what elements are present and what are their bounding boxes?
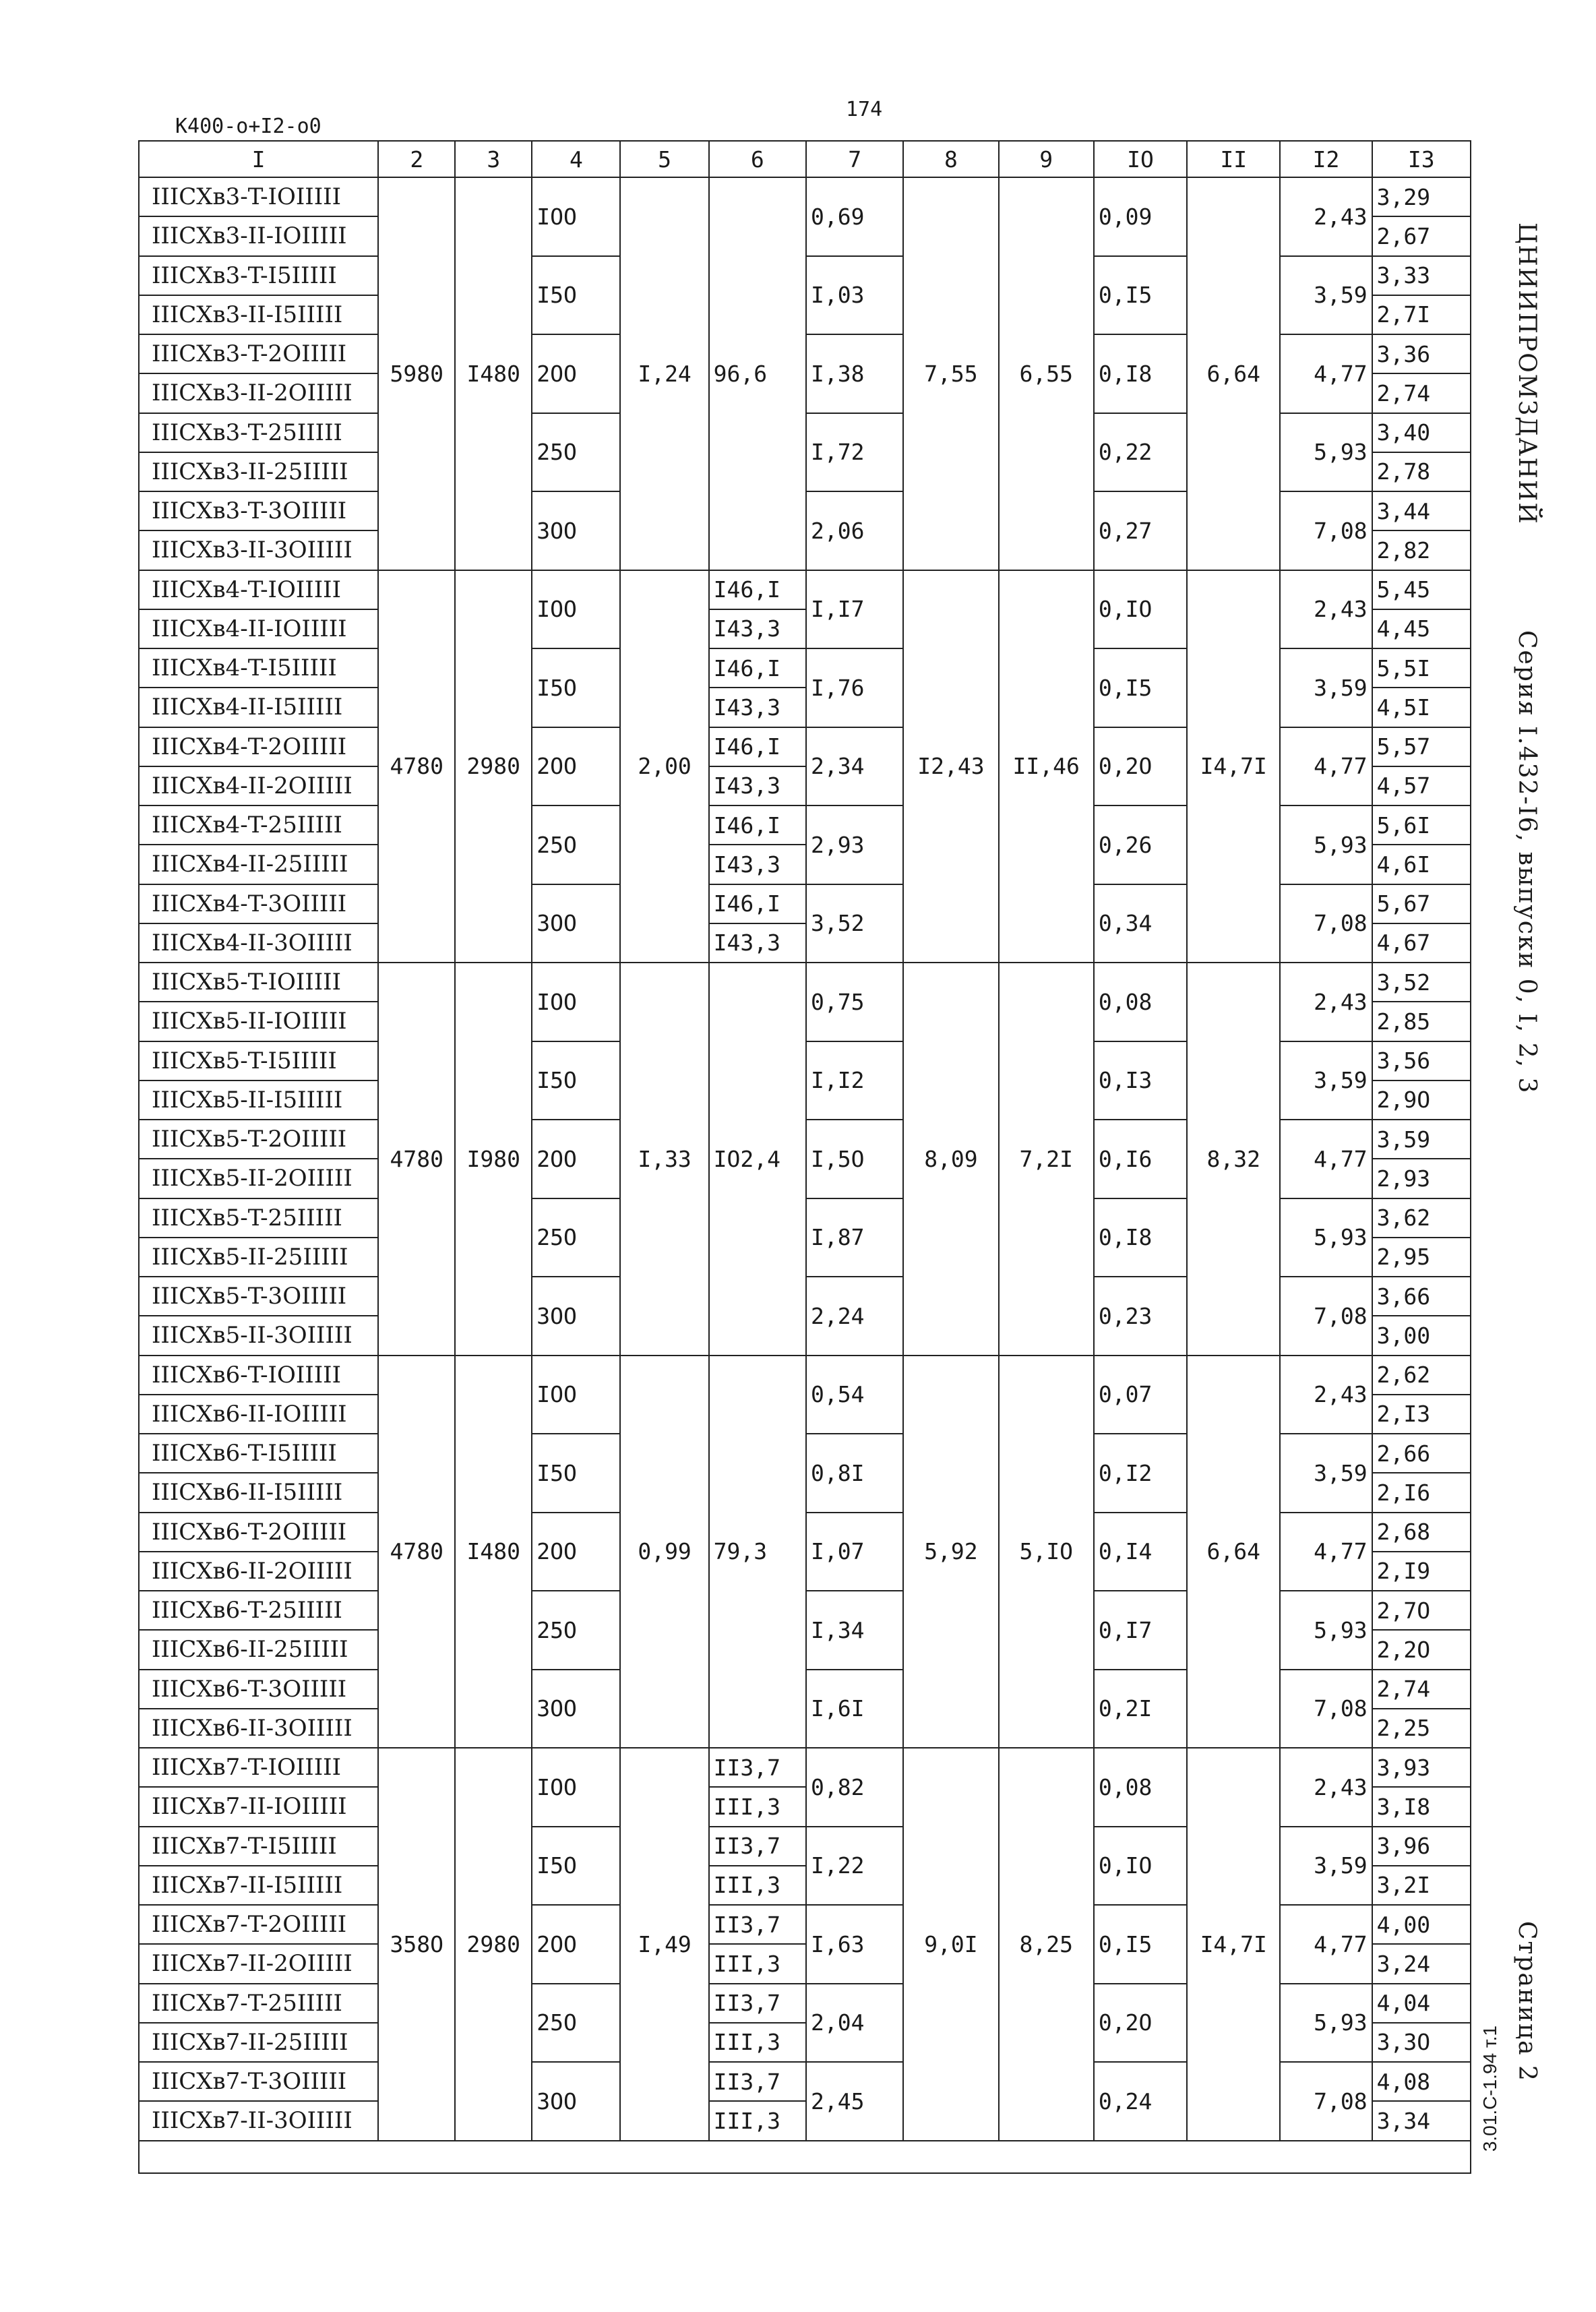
document-code: К400-о+I2-о0 [175, 115, 321, 138]
col10-cell: 0,2I [1094, 1670, 1187, 1748]
col12-cell: 7,08 [1280, 884, 1372, 963]
col6-cell: I46,I [709, 727, 806, 766]
col3-cell: I480 [455, 177, 532, 570]
col13-cell: 2,68 [1372, 1513, 1471, 1552]
col8-cell: I2,43 [903, 570, 998, 963]
product-mark-cell: IIICXв6-II-IOIIIII [139, 1395, 378, 1434]
col13-cell: 3,62 [1372, 1198, 1471, 1238]
col6-cell: I43,3 [709, 845, 806, 884]
col12-cell: 2,43 [1280, 570, 1372, 649]
col7-cell: I,5O [806, 1120, 903, 1198]
col10-cell: 0,24 [1094, 2062, 1187, 2141]
col7-cell: 2,93 [806, 805, 903, 884]
product-mark-cell: IIICXв6-T-25IIIII [139, 1591, 378, 1630]
col12-cell: 7,08 [1280, 491, 1372, 570]
col12-cell: 2,43 [1280, 1748, 1372, 1827]
col4-cell: 25O [532, 1198, 620, 1277]
col13-cell: 2,7I [1372, 295, 1471, 334]
col12-cell: 7,08 [1280, 1277, 1372, 1356]
col7-cell: 2,04 [806, 1984, 903, 2063]
col-header: 5 [620, 141, 708, 177]
col4-cell: 3OO [532, 1277, 620, 1356]
col10-cell: 0,I4 [1094, 1513, 1187, 1591]
col6-cell: I46,I [709, 884, 806, 923]
col13-cell: 3,29 [1372, 177, 1471, 216]
col4-cell: I5O [532, 648, 620, 727]
col5-cell: I,24 [620, 177, 708, 570]
product-mark-cell: IIICXв4-II-IOIIIII [139, 609, 378, 648]
col13-cell: 3,44 [1372, 491, 1471, 530]
col4-cell: 25O [532, 1591, 620, 1670]
col7-cell: I,38 [806, 334, 903, 413]
product-mark-cell: IIICXв7-T-IOIIIII [139, 1748, 378, 1787]
product-mark-cell: IIICXв4-T-3OIIIII [139, 884, 378, 923]
col3-cell: 2980 [455, 570, 532, 963]
col4-cell: IOO [532, 963, 620, 1041]
col12-cell: 7,08 [1280, 2062, 1372, 2141]
col-header: 9 [999, 141, 1094, 177]
col13-cell: 2,62 [1372, 1356, 1471, 1395]
col10-cell: 0,IO [1094, 1827, 1187, 1906]
product-mark-cell: IIICXв5-T-I5IIIII [139, 1041, 378, 1081]
col6-cell: I43,3 [709, 923, 806, 963]
product-mark-cell: IIICXв6-T-3OIIIII [139, 1670, 378, 1709]
product-mark-cell: IIICXв6-II-I5IIIII [139, 1473, 378, 1512]
col7-cell: 0,8I [806, 1434, 903, 1513]
col-header: 6 [709, 141, 806, 177]
table-row [139, 963, 1471, 1002]
col6-cell: 79,3 [709, 1356, 806, 1748]
col11-cell: 6,64 [1187, 1356, 1280, 1748]
col12-cell: 3,59 [1280, 256, 1372, 335]
col13-cell: 3,96 [1372, 1827, 1471, 1866]
product-mark-cell: IIICXв7-T-25IIIII [139, 1984, 378, 2023]
col13-cell: 2,66 [1372, 1434, 1471, 1473]
col6-cell: I43,3 [709, 688, 806, 727]
col6-cell: I46,I [709, 570, 806, 609]
col10-cell: 0,IO [1094, 570, 1187, 649]
col6-cell: II3,7 [709, 1827, 806, 1866]
col4-cell: IOO [532, 570, 620, 649]
col7-cell: 2,34 [806, 727, 903, 806]
col4-cell: IOO [532, 1356, 620, 1434]
col13-cell: 4,5I [1372, 688, 1471, 727]
col12-cell: 4,77 [1280, 1120, 1372, 1198]
col2-cell: 4780 [378, 963, 455, 1356]
col3-cell: 2980 [455, 1748, 532, 2141]
table-row [139, 1356, 1471, 1395]
col8-cell: 5,92 [903, 1356, 998, 1748]
col13-cell: 4,45 [1372, 609, 1471, 648]
col10-cell: 0,I5 [1094, 648, 1187, 727]
col4-cell: I5O [532, 1434, 620, 1513]
col3-cell: I480 [455, 1356, 532, 1748]
col7-cell: I,I7 [806, 570, 903, 649]
col10-cell: 0,I5 [1094, 256, 1187, 335]
col7-cell: 2,24 [806, 1277, 903, 1356]
col10-cell: 0,I7 [1094, 1591, 1187, 1670]
col6-cell: II3,7 [709, 1984, 806, 2023]
product-mark-cell: IIICXв7-T-3OIIIII [139, 2062, 378, 2101]
col7-cell: I,76 [806, 648, 903, 727]
col12-cell: 5,93 [1280, 1984, 1372, 2063]
col7-cell: I,87 [806, 1198, 903, 1277]
col13-cell: 3,52 [1372, 963, 1471, 1002]
col13-cell: 4,04 [1372, 1984, 1471, 2023]
col8-cell: 7,55 [903, 177, 998, 570]
product-mark-cell: IIICXв7-II-IOIIIII [139, 1787, 378, 1826]
col13-cell: 3,56 [1372, 1041, 1471, 1081]
side-organization-label: ЦНИИПРОМЗДАНИЙ [1513, 222, 1541, 525]
product-mark-cell: IIICXв4-II-25IIIII [139, 845, 378, 884]
col4-cell: 25O [532, 1984, 620, 2063]
col9-cell: 8,25 [999, 1748, 1094, 2141]
col10-cell: 0,22 [1094, 413, 1187, 492]
product-mark-cell: IIICXв3-II-2OIIIII [139, 373, 378, 413]
col11-cell: 6,64 [1187, 177, 1280, 570]
col12-cell: 5,93 [1280, 413, 1372, 492]
col13-cell: 3,66 [1372, 1277, 1471, 1316]
col12-cell: 7,08 [1280, 1670, 1372, 1748]
col6-cell: III,3 [709, 2101, 806, 2140]
col13-cell: 2,I3 [1372, 1395, 1471, 1434]
product-mark-cell: IIICXв3-T-25IIIII [139, 413, 378, 452]
side-sheet-label: Страница 2 [1513, 1921, 1541, 2082]
col13-cell: 5,67 [1372, 884, 1471, 923]
col13-cell: 2,9O [1372, 1081, 1471, 1120]
product-mark-cell: IIICXв7-II-25IIIII [139, 2023, 378, 2062]
side-series-label: Серия I.432-I6, выпуски 0, I, 2, 3 [1513, 630, 1541, 1095]
col-header: II [1187, 141, 1280, 177]
col10-cell: 0,08 [1094, 963, 1187, 1041]
col7-cell: 3,52 [806, 884, 903, 963]
product-mark-cell: IIICXв6-T-IOIIIII [139, 1356, 378, 1395]
col13-cell: 5,6I [1372, 805, 1471, 845]
col4-cell: 25O [532, 805, 620, 884]
col13-cell: 4,08 [1372, 2062, 1471, 2101]
col-header: 2 [378, 141, 455, 177]
product-mark-cell: IIICXв4-T-I5IIIII [139, 648, 378, 688]
col7-cell: I,72 [806, 413, 903, 492]
col13-cell: 2,I6 [1372, 1473, 1471, 1512]
col13-cell: 5,45 [1372, 570, 1471, 609]
col13-cell: 2,95 [1372, 1238, 1471, 1277]
col13-cell: 2,7O [1372, 1591, 1471, 1630]
col6-cell: III,3 [709, 1787, 806, 1826]
col13-cell: 3,40 [1372, 413, 1471, 452]
col5-cell: I,33 [620, 963, 708, 1356]
col12-cell: 5,93 [1280, 1591, 1372, 1670]
product-mark-cell: IIICXв3-II-25IIIII [139, 452, 378, 491]
col-header: 4 [532, 141, 620, 177]
col7-cell: 0,82 [806, 1748, 903, 1827]
product-mark-cell: IIICXв6-II-2OIIIII [139, 1552, 378, 1591]
product-mark-cell: IIICXв5-II-3OIIIII [139, 1316, 378, 1355]
col12-cell: 2,43 [1280, 963, 1372, 1041]
col7-cell: 2,06 [806, 491, 903, 570]
product-mark-cell: IIICXв5-II-25IIIII [139, 1238, 378, 1277]
product-mark-cell: IIICXв7-II-2OIIIII [139, 1944, 378, 1983]
product-mark-cell: IIICXв7-T-2OIIIII [139, 1905, 378, 1944]
col4-cell: 3OO [532, 1670, 620, 1748]
product-mark-cell: IIICXв5-II-2OIIIII [139, 1159, 378, 1198]
col13-cell: 3,93 [1372, 1748, 1471, 1787]
product-mark-cell: IIICXв5-T-IOIIIII [139, 963, 378, 1002]
product-mark-cell: IIICXв3-T-3OIIIII [139, 491, 378, 530]
col9-cell: 6,55 [999, 177, 1094, 570]
page-number: 174 [846, 98, 883, 121]
product-mark-cell: IIICXв6-II-3OIIIII [139, 1709, 378, 1748]
col4-cell: 2OO [532, 1120, 620, 1198]
col12-cell: 3,59 [1280, 648, 1372, 727]
col6-cell: IO2,4 [709, 963, 806, 1356]
col4-cell: 3OO [532, 2062, 620, 2141]
product-mark-cell: IIICXв7-II-3OIIIII [139, 2101, 378, 2140]
col4-cell: 3OO [532, 491, 620, 570]
col-header: I3 [1372, 141, 1471, 177]
col6-cell: I43,3 [709, 609, 806, 648]
col5-cell: 0,99 [620, 1356, 708, 1748]
col6-cell: I43,3 [709, 766, 806, 805]
product-mark-cell: IIICXв4-T-25IIIII [139, 805, 378, 845]
product-mark-cell: IIICXв3-II-IOIIIII [139, 216, 378, 255]
col10-cell: 0,2O [1094, 727, 1187, 806]
product-mark-cell: IIICXв5-II-IOIIIII [139, 1002, 378, 1041]
col13-cell: 2,85 [1372, 1002, 1471, 1041]
col6-cell: II3,7 [709, 2062, 806, 2101]
col7-cell: I,34 [806, 1591, 903, 1670]
col10-cell: 0,27 [1094, 491, 1187, 570]
col10-cell: 0,I6 [1094, 1120, 1187, 1198]
table-row [139, 177, 1471, 216]
col13-cell: 4,6I [1372, 845, 1471, 884]
col6-cell: I46,I [709, 648, 806, 688]
product-mark-cell: IIICXв4-II-I5IIIII [139, 688, 378, 727]
col6-cell: II3,7 [709, 1748, 806, 1787]
col10-cell: 0,07 [1094, 1356, 1187, 1434]
col11-cell: I4,7I [1187, 1748, 1280, 2141]
product-mark-cell: IIICXв3-II-I5IIIII [139, 295, 378, 334]
col2-cell: 358O [378, 1748, 455, 2141]
col13-cell: 3,59 [1372, 1120, 1471, 1159]
col13-cell: 2,2O [1372, 1630, 1471, 1669]
col12-cell: 2,43 [1280, 177, 1372, 256]
col12-cell: 4,77 [1280, 1513, 1372, 1591]
col4-cell: IOO [532, 177, 620, 256]
col13-cell: 3,33 [1372, 256, 1471, 295]
col6-cell: III,3 [709, 1944, 806, 1983]
col12-cell: 5,93 [1280, 1198, 1372, 1277]
col13-cell: 2,74 [1372, 1670, 1471, 1709]
col7-cell: I,I2 [806, 1041, 903, 1120]
col4-cell: 2OO [532, 1513, 620, 1591]
col4-cell: 2OO [532, 334, 620, 413]
col-header: 3 [455, 141, 532, 177]
col13-cell: 2,78 [1372, 452, 1471, 491]
product-mark-cell: IIICXв4-II-2OIIIII [139, 766, 378, 805]
col10-cell: 0,2O [1094, 1984, 1187, 2063]
col4-cell: I5O [532, 256, 620, 335]
col13-cell: 3,3O [1372, 2023, 1471, 2062]
blank-cell [139, 2141, 1471, 2174]
col-header: 8 [903, 141, 998, 177]
col13-cell: 3,2I [1372, 1866, 1471, 1905]
table-row [139, 1748, 1471, 1787]
col10-cell: 0,34 [1094, 884, 1187, 963]
product-mark-cell: IIICXв3-II-3OIIIII [139, 530, 378, 570]
col7-cell: I,22 [806, 1827, 903, 1906]
col2-cell: 5980 [378, 177, 455, 570]
col4-cell: 2OO [532, 727, 620, 806]
col13-cell: 4,67 [1372, 923, 1471, 963]
col4-cell: I5O [532, 1827, 620, 1906]
col5-cell: 2,00 [620, 570, 708, 963]
col6-cell: I46,I [709, 805, 806, 845]
col-header: IO [1094, 141, 1187, 177]
col13-cell: 2,25 [1372, 1709, 1471, 1748]
col6-cell: III,3 [709, 1866, 806, 1905]
col13-cell: 2,74 [1372, 373, 1471, 413]
col2-cell: 4780 [378, 570, 455, 963]
col10-cell: 0,09 [1094, 177, 1187, 256]
col11-cell: I4,7I [1187, 570, 1280, 963]
col10-cell: 0,08 [1094, 1748, 1187, 1827]
col4-cell: IOO [532, 1748, 620, 1827]
col2-cell: 4780 [378, 1356, 455, 1748]
header-row [139, 141, 1471, 177]
col12-cell: 3,59 [1280, 1041, 1372, 1120]
col7-cell: I,03 [806, 256, 903, 335]
blank-row [139, 2141, 1471, 2174]
col8-cell: 8,09 [903, 963, 998, 1356]
col13-cell: 3,I8 [1372, 1787, 1471, 1826]
col12-cell: 3,59 [1280, 1434, 1372, 1513]
col10-cell: 0,I8 [1094, 334, 1187, 413]
product-mark-cell: IIICXв6-II-25IIIII [139, 1630, 378, 1669]
col8-cell: 9,0I [903, 1748, 998, 2141]
col10-cell: 0,23 [1094, 1277, 1187, 1356]
col7-cell: 2,45 [806, 2062, 903, 2141]
col10-cell: 0,26 [1094, 805, 1187, 884]
col4-cell: 2OO [532, 1905, 620, 1984]
specification-table [138, 140, 1471, 2174]
col10-cell: 0,I8 [1094, 1198, 1187, 1277]
col13-cell: 2,67 [1372, 216, 1471, 255]
col13-cell: 3,34 [1372, 2101, 1471, 2140]
col6-cell: III,3 [709, 2023, 806, 2062]
col9-cell: 5,IO [999, 1356, 1094, 1748]
col13-cell: 4,00 [1372, 1905, 1471, 1944]
col7-cell: I,6I [806, 1670, 903, 1748]
col-header: I2 [1280, 141, 1372, 177]
col13-cell: 3,00 [1372, 1316, 1471, 1355]
col13-cell: 3,36 [1372, 334, 1471, 373]
col13-cell: 2,I9 [1372, 1552, 1471, 1591]
product-mark-cell: IIICXв6-T-I5IIIII [139, 1434, 378, 1473]
side-stamp-label: 3.01.С-1.94 т.1 [1479, 2026, 1500, 2152]
product-mark-cell: IIICXв3-T-2OIIIII [139, 334, 378, 373]
col13-cell: 2,82 [1372, 530, 1471, 570]
col10-cell: 0,I3 [1094, 1041, 1187, 1120]
col13-cell: 4,57 [1372, 766, 1471, 805]
product-mark-cell: IIICXв4-II-3OIIIII [139, 923, 378, 963]
col4-cell: 25O [532, 413, 620, 492]
col13-cell: 3,24 [1372, 1944, 1471, 1983]
col12-cell: 5,93 [1280, 805, 1372, 884]
col-header: I [139, 141, 378, 177]
col6-cell: II3,7 [709, 1905, 806, 1944]
product-mark-cell: IIICXв5-T-25IIIII [139, 1198, 378, 1238]
col7-cell: 0,75 [806, 963, 903, 1041]
col3-cell: I980 [455, 963, 532, 1356]
product-mark-cell: IIICXв7-T-I5IIIII [139, 1827, 378, 1866]
col5-cell: I,49 [620, 1748, 708, 2141]
product-mark-cell: IIICXв3-T-IOIIIII [139, 177, 378, 216]
col13-cell: 5,57 [1372, 727, 1471, 766]
product-mark-cell: IIICXв4-T-2OIIIII [139, 727, 378, 766]
col7-cell: 0,54 [806, 1356, 903, 1434]
product-mark-cell: IIICXв5-T-3OIIIII [139, 1277, 378, 1316]
col12-cell: 4,77 [1280, 1905, 1372, 1984]
col13-cell: 5,5I [1372, 648, 1471, 688]
product-mark-cell: IIICXв5-II-I5IIIII [139, 1081, 378, 1120]
product-mark-cell: IIICXв7-II-I5IIIII [139, 1866, 378, 1905]
col12-cell: 4,77 [1280, 334, 1372, 413]
col7-cell: 0,69 [806, 177, 903, 256]
col10-cell: 0,I5 [1094, 1905, 1187, 1984]
col4-cell: I5O [532, 1041, 620, 1120]
col7-cell: I,07 [806, 1513, 903, 1591]
col12-cell: 4,77 [1280, 727, 1372, 806]
col9-cell: 7,2I [999, 963, 1094, 1356]
col-header: 7 [806, 141, 903, 177]
col10-cell: 0,I2 [1094, 1434, 1187, 1513]
product-mark-cell: IIICXв4-T-IOIIIII [139, 570, 378, 609]
col7-cell: I,63 [806, 1905, 903, 1984]
col13-cell: 2,93 [1372, 1159, 1471, 1198]
col12-cell: 2,43 [1280, 1356, 1372, 1434]
product-mark-cell: IIICXв6-T-2OIIIII [139, 1513, 378, 1552]
product-mark-cell: IIICXв3-T-I5IIIII [139, 256, 378, 295]
col9-cell: II,46 [999, 570, 1094, 963]
col6-cell: 96,6 [709, 177, 806, 570]
col11-cell: 8,32 [1187, 963, 1280, 1356]
col12-cell: 3,59 [1280, 1827, 1372, 1906]
col4-cell: 3OO [532, 884, 620, 963]
table-row [139, 570, 1471, 609]
product-mark-cell: IIICXв5-T-2OIIIII [139, 1120, 378, 1159]
